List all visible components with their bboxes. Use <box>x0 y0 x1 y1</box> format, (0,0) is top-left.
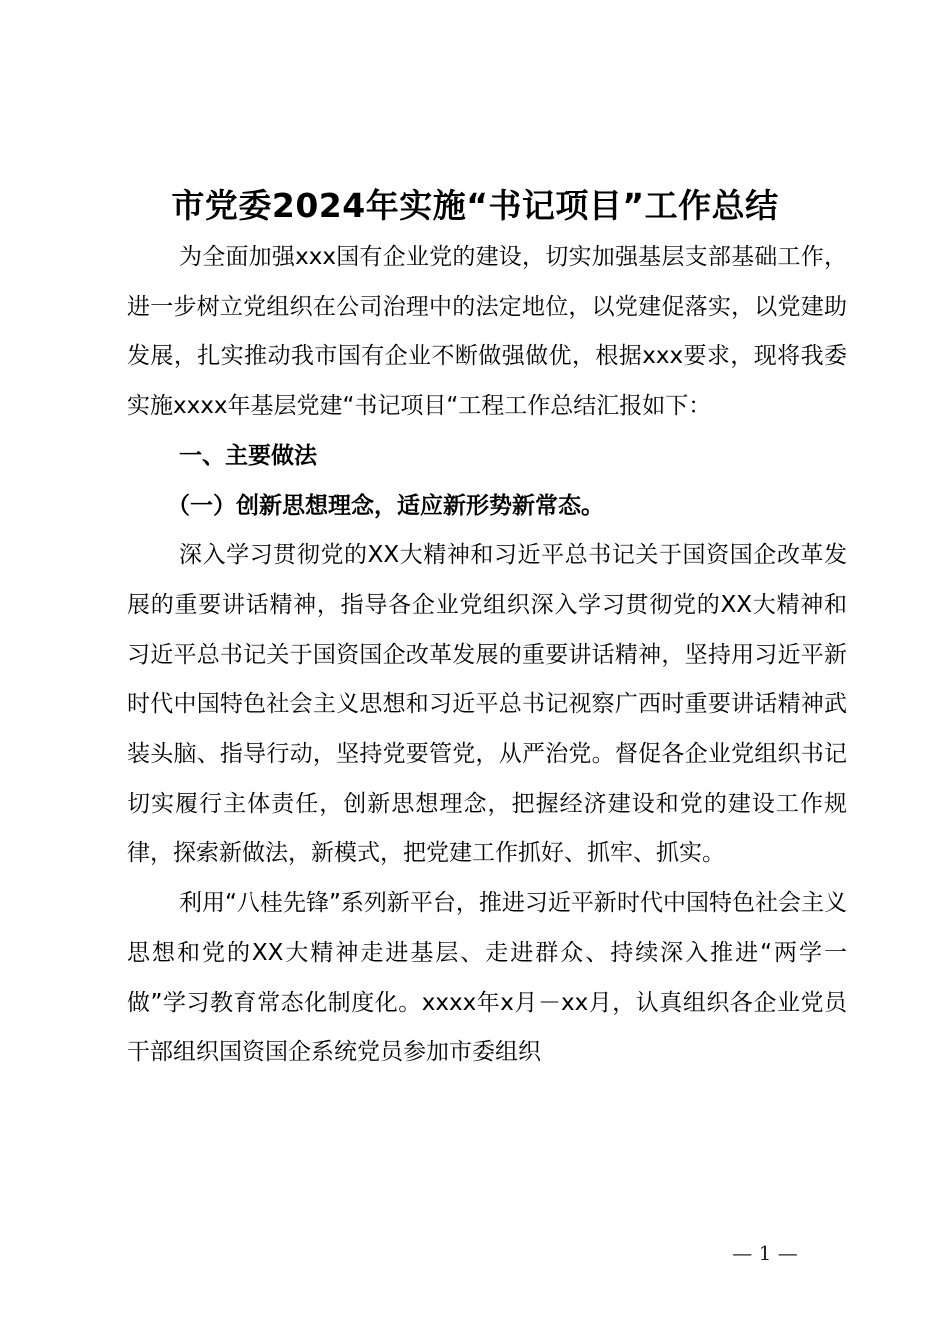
body-paragraph: 利用“八桂先锋”系列新平台，推进习近平新时代中国特色社会主义思想和党的XX大精神走进基层、走进群众、持续深入推进“两学一做”学习教育常态化制度化。xxxx年x月－xx月，认真组织各企业党员干部组织国资国企系统党员参加市委组织 <box>127 890 847 1066</box>
subsection-heading: （一）创新思想理念，适应新形势新常态。 <box>167 492 604 519</box>
document-body <box>127 233 847 1078</box>
intro-paragraph: 为全面加强xxx国有企业党的建设，切实加强基层支部基础工作，进一步树立党组织在公司治理中的法定地位，以党建促落实，以党建助发展，扎实推动我市国有企业不断做强做优，根据xxx要求，现将我委实施xxxx年基层党建“书记项目“工程工作总结汇报如下： <box>127 244 847 420</box>
body-paragraph: 深入学习贯彻党的XX大精神和习近平总书记关于国资国企改革发展的重要讲话精神，指导各企业党组织深入学习贯彻党的XX大精神和习近平总书记关于国资国企改革发展的重要讲话精神，坚持用习近平新时代中国特色社会主义思想和习近平总书记视察广西时重要讲话精神武装头脑、指导行动，坚持党要管党，从严治党。督促各企业党组织书记切实履行主体责任，创新思想理念，把握经济建设和党的建设工作规律，探索新做法，新模式，把党建工作抓好、抓牢、抓实。 <box>127 542 847 867</box>
page-number: — 1 — <box>732 1241 798 1265</box>
section-heading: 一、主要做法 <box>179 442 317 469</box>
document-title: 市党委2024年实施“书记项目”工作总结 <box>171 186 779 225</box>
